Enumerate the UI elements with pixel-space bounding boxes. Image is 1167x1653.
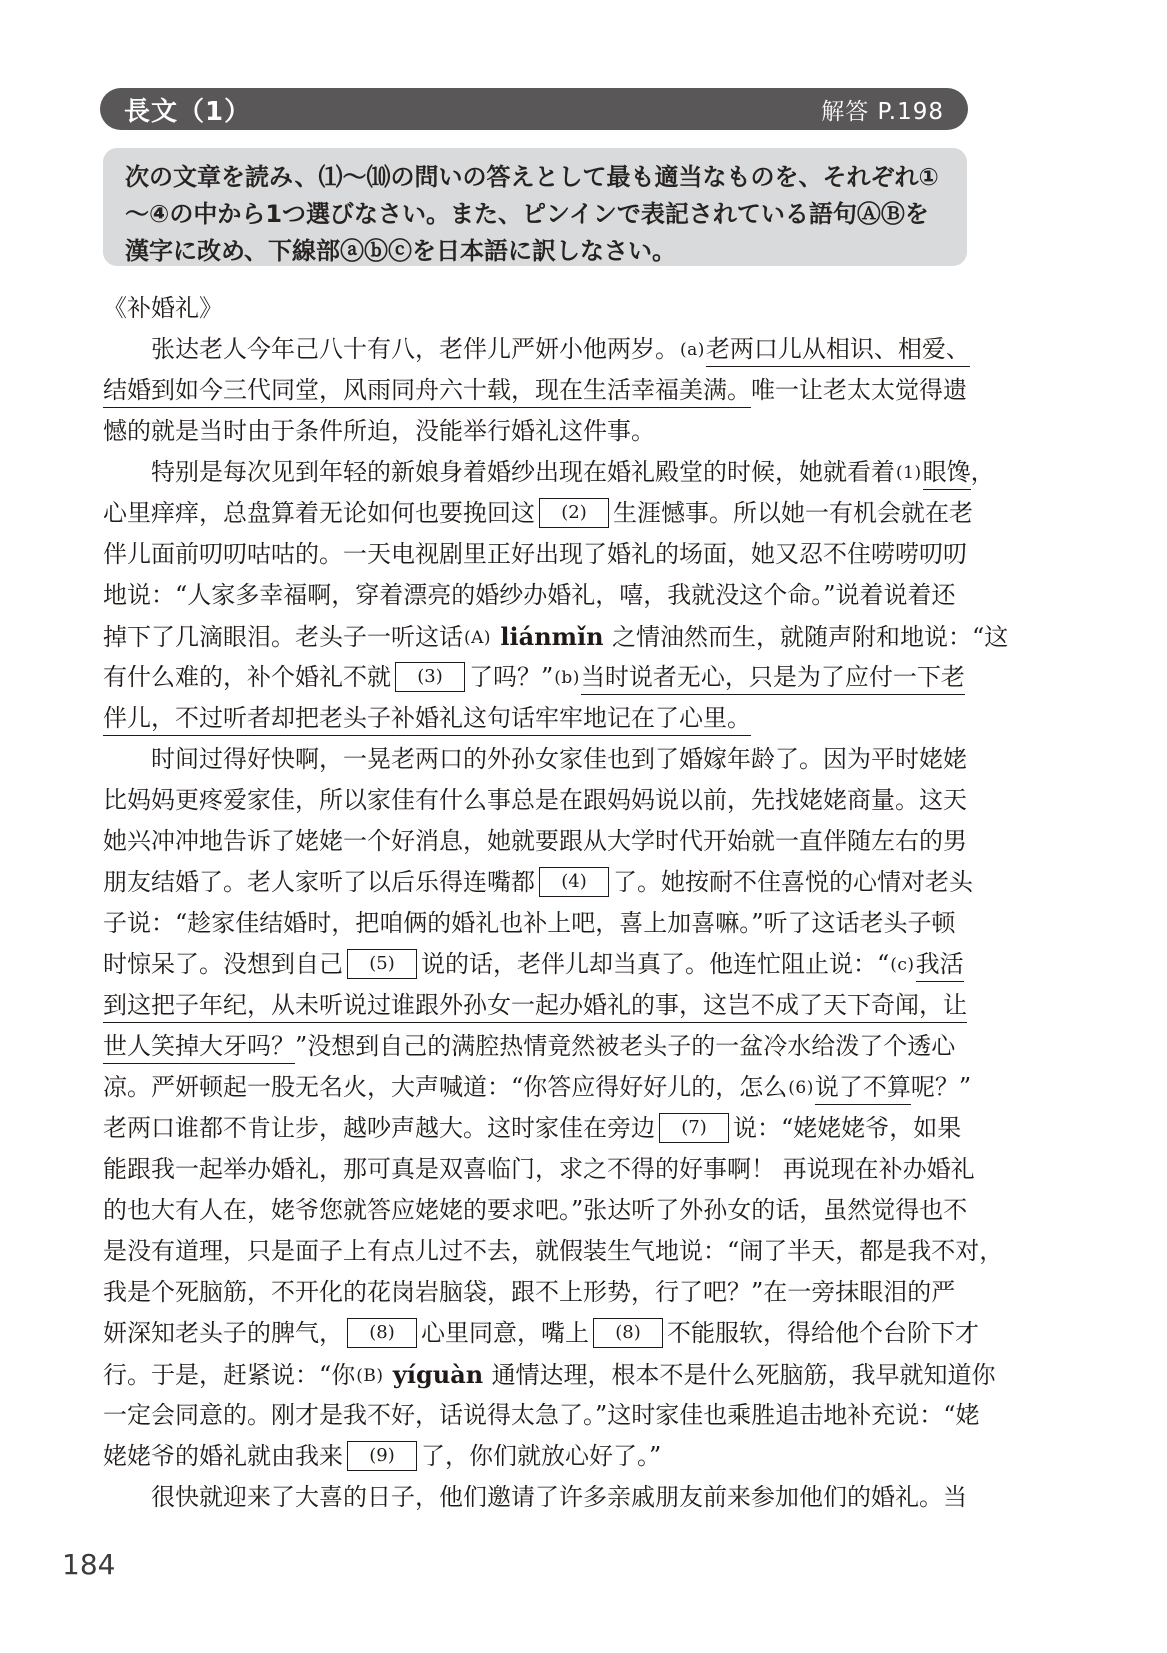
- text-run: 一定会同意的。刚才是我不好，话说得太急了。”这时家佳也乘胜追击地补充说：“姥: [103, 1401, 980, 1429]
- section-header-bar: [100, 88, 968, 130]
- text-run: 能跟我一起举办婚礼，那可真是双喜临门，求之不得的好事啊！ 再说现在补办婚礼: [103, 1155, 975, 1183]
- text-run: 了吗？”: [469, 663, 554, 691]
- text-run: 我是个死脑筋，不开化的花岗岩脑袋，跟不上形势，行了吧？”在一旁抹眼泪的严: [103, 1278, 956, 1306]
- text-run: 的也大有人在，姥爷您就答应姥姥的要求吧。”张达听了外孙女的话，虽然觉得也不: [103, 1196, 968, 1224]
- text-run: 呢？”: [910, 1073, 972, 1101]
- answer-blank-box: (8): [593, 1318, 663, 1348]
- text-line: [103, 1149, 975, 1190]
- text-run: 了。她按耐不住喜悦的心情对老头: [613, 868, 973, 896]
- text-line: [103, 1026, 967, 1067]
- item-marker: (c): [890, 955, 915, 975]
- text-line: [103, 452, 995, 493]
- text-run: 不能服软，得给他个台阶下才: [667, 1319, 979, 1347]
- text-line: [103, 1231, 1004, 1272]
- instruction-box: [103, 148, 967, 266]
- text-run: 朋友结婚了。老人家听了以后乐得连嘴都: [103, 868, 535, 896]
- text-run: 心里痒痒，总盘算着无论如何也要挽回这: [103, 499, 535, 527]
- text-run: 时间过得好快啊，一晃老两口的外孙女家佳也到了婚嫁年龄了。因为平时姥姥: [103, 745, 967, 773]
- underlined-text: 世人笑掉大牙吗？: [103, 1032, 295, 1064]
- answer-blank-box: (9): [347, 1441, 417, 1471]
- section-title: 長文（1）: [124, 96, 252, 127]
- passage-title: 《补婚礼》: [103, 294, 223, 322]
- item-marker: (6): [788, 1078, 814, 1098]
- text-run: ”没想到自己的满腔热情竟然被老头子的一盆冷水给泼了个透心: [295, 1032, 956, 1060]
- text-run: 说：“姥姥姥爷，如果: [733, 1114, 962, 1142]
- text-run: 唯一让老太太觉得遗: [751, 376, 967, 404]
- text-line: [103, 1313, 979, 1354]
- text-line: [125, 159, 945, 196]
- text-line: [103, 985, 967, 1026]
- text-line: [103, 821, 967, 862]
- text-line: [103, 1108, 967, 1149]
- passage-body: [103, 329, 1009, 1518]
- underlined-text: 老两口儿从相识、相爱、: [706, 335, 970, 367]
- text-line: [103, 698, 967, 739]
- item-marker: (A): [464, 628, 492, 648]
- text-run: 很快就迎来了大喜的日子，他们邀请了许多亲戚朋友前来参加他们的婚礼。当: [103, 1483, 967, 1511]
- text-line: [103, 370, 967, 411]
- underlined-text: 结婚到如今三代同堂，风雨同舟六十载，现在生活幸福美满。: [103, 376, 751, 408]
- text-run: 时惊呆了。没想到自己: [103, 950, 343, 978]
- answer-blank-box: (8): [347, 1318, 417, 1348]
- text-run: 行。于是，赶紧说：“你: [103, 1361, 356, 1389]
- text-line: [103, 1354, 996, 1395]
- pinyin-word: yíguàn: [384, 1360, 492, 1389]
- text-run: 次の文章を読み、⑴～⑽の問いの答えとして最も適当なものを、それぞれ①: [125, 163, 939, 191]
- answer-blank-box: (5): [347, 949, 417, 979]
- underlined-text: 到这把子年纪，从未听说过谁跟外孙女一起办婚礼的事，这岂不成了天下奇闻，让: [103, 991, 967, 1023]
- answer-page-reference: 解答 P.198: [821, 98, 944, 125]
- underlined-text: 当时说者无心，只是为了应付一下老: [581, 663, 965, 695]
- item-marker: (a): [680, 340, 705, 360]
- text-line: [103, 575, 967, 616]
- text-line: [103, 1477, 967, 1518]
- text-run: 生涯憾事。所以她一有机会就在老: [613, 499, 973, 527]
- text-run: 之情油然而生，就随声附和地说：“这: [611, 623, 1009, 651]
- item-marker: (1): [896, 463, 922, 483]
- text-line: [103, 739, 967, 780]
- text-line: [103, 1395, 980, 1436]
- text-line: [103, 903, 967, 944]
- text-run: 老两口谁都不肯让步，越吵声越大。这时家佳在旁边: [103, 1114, 655, 1142]
- text-run: 心里同意，嘴上: [421, 1319, 589, 1347]
- underlined-text: 伴儿，不过听者却把老头子补婚礼这句话牢牢地记在了心里。: [103, 704, 751, 736]
- item-marker: (b): [554, 668, 580, 688]
- text-run: 伴儿面前叨叨咕咕的。一天电视剧里正好出现了婚礼的场面，她又忍不住唠唠叨叨: [103, 540, 967, 568]
- underlined-text: 眼馋: [923, 458, 971, 490]
- text-line: [103, 944, 967, 985]
- text-run: 姥姥爷的婚礼就由我来: [103, 1442, 343, 1470]
- text-run: 妍深知老头子的脾气，: [103, 1319, 343, 1347]
- answer-blank-box: (3): [395, 662, 465, 692]
- text-run: 有什么难的，补个婚礼不就: [103, 663, 391, 691]
- text-run: 她兴冲冲地告诉了姥姥一个好消息，她就要跟从大学时代开始就一直伴随左右的男: [103, 827, 967, 855]
- text-run: 张达老人今年己八十有八，老伴儿严妍小他两岁。: [103, 335, 679, 363]
- item-marker: (B): [356, 1366, 384, 1386]
- text-run: 通情达理，根本不是什么死脑筋，我早就知道你: [491, 1361, 996, 1389]
- text-line: [103, 616, 1009, 657]
- text-line: [103, 1190, 967, 1231]
- text-line: [103, 1067, 972, 1108]
- underlined-text: 我活: [916, 950, 964, 982]
- text-line: [103, 780, 967, 821]
- underlined-text: 说了不算: [815, 1073, 911, 1105]
- text-line: [103, 1272, 967, 1313]
- text-line: [103, 493, 973, 534]
- text-line: [103, 329, 970, 370]
- text-run: ～④の中から1つ選びなさい。また、ピンインで表記されている語句ⒶⒷを: [125, 200, 929, 228]
- text-run: 是没有道理，只是面子上有点儿过不去，就假装生气地说：“闹了半天，都是我不对，: [103, 1237, 1004, 1265]
- text-run: 子说：“趁家佳结婚时，把咱俩的婚礼也补上吧，喜上加喜嘛。”听了这话老头子顿: [103, 909, 956, 937]
- text-run: 了，你们就放心好了。”: [421, 1442, 662, 1470]
- text-line: [103, 411, 967, 452]
- text-run: 漢字に改め、下線部ⓐⓑⓒを日本語に訳しなさい。: [125, 237, 677, 265]
- answer-blank-box: (4): [539, 867, 609, 897]
- text-run: 掉下了几滴眼泪。老头子一听这话: [103, 623, 463, 651]
- pinyin-word: liánmǐn: [492, 622, 612, 651]
- text-run: ，: [970, 458, 995, 486]
- text-run: 地说：“人家多幸福啊，穿着漂亮的婚纱办婚礼，嘻，我就没这个命。”说着说着还: [103, 581, 956, 609]
- text-line: [125, 196, 945, 233]
- text-run: 憾的就是当时由于条件所迫，没能举行婚礼这件事。: [103, 417, 655, 445]
- page-number: 184: [62, 1548, 116, 1581]
- answer-blank-box: (2): [539, 498, 609, 528]
- passage-text: [103, 288, 1009, 1518]
- text-line: [103, 534, 967, 575]
- text-run: 比妈妈更疼爱家佳，所以家佳有什么事总是在跟妈妈说以前，先找姥姥商量。这天: [103, 786, 967, 814]
- text-line: [125, 233, 945, 270]
- text-line: [103, 862, 973, 903]
- text-run: 说的话，老伴儿却当真了。他连忙阻止说：“: [421, 950, 890, 978]
- answer-blank-box: (7): [659, 1113, 729, 1143]
- text-run: 凉。严妍顿起一股无名火，大声喊道：“你答应得好好儿的，怎么: [103, 1073, 788, 1101]
- text-run: 特别是每次见到年轻的新娘身着婚纱出现在婚礼殿堂的时候，她就看着: [103, 458, 895, 486]
- text-line: [103, 657, 967, 698]
- text-line: [103, 1436, 967, 1477]
